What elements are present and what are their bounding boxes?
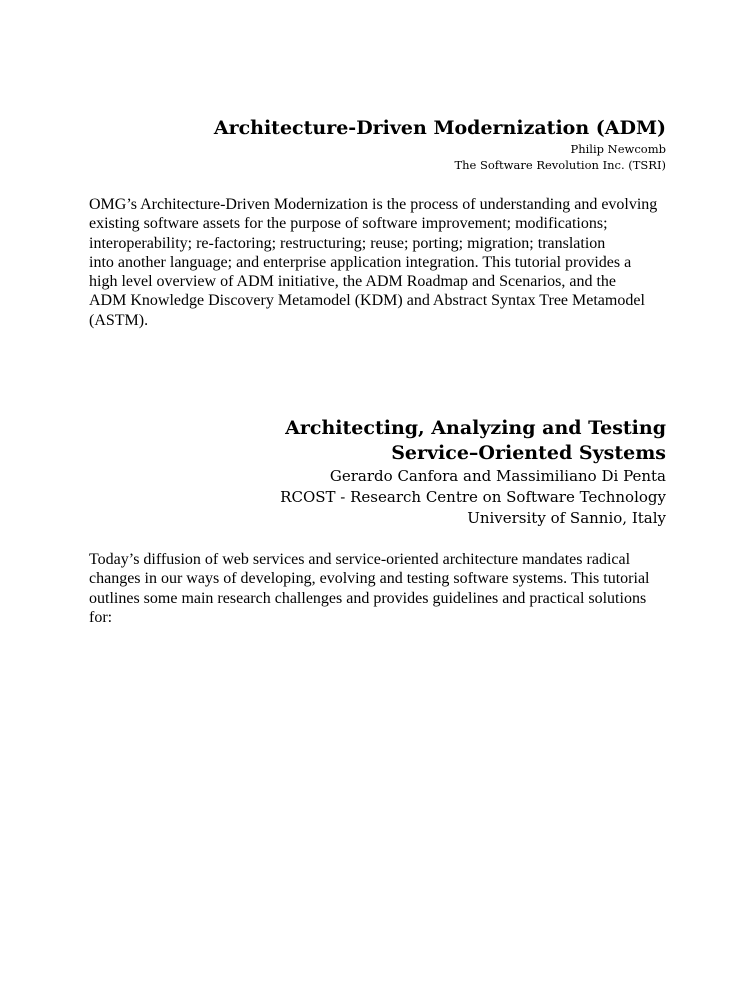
abstract-line: (ASTM). — [89, 311, 149, 329]
abstract-line: interoperability; re-factoring; restructuring; reuse; porting; migration; translation — [89, 234, 606, 252]
abstract-line: OMG’s Architecture-Driven Modernization is the process of understanding and evolving — [89, 196, 658, 213]
section-title: Architecture-Driven Modernization (ADM) — [213, 117, 666, 139]
abstract-line: ADM Knowledge Discovery Metamodel (KDM) and Abstract Syntax Tree Metamodel — [89, 292, 645, 310]
title-line: Architecting, Analyzing and Testing — [285, 417, 666, 439]
abstract-line: high level overview of ADM initiative, the ADM Roadmap and Scenarios, and the — [89, 273, 616, 291]
author-affiliation: University of Sannio, Italy — [467, 509, 666, 527]
tutorial-section-adm — [89, 116, 666, 330]
title-line: Service–Oriented Systems — [391, 442, 666, 464]
abstract-paragraph — [89, 550, 666, 627]
abstract-paragraph — [89, 195, 666, 330]
author-affiliation: The Software Revolution Inc. (TSRI) — [454, 158, 666, 172]
abstract-line: outlines some main research challenges and provides guidelines and practical solutions — [89, 589, 647, 607]
abstract-line: into another language; and enterprise application integration. This tutorial provides a — [89, 253, 632, 271]
tutorial-section-soa — [89, 416, 666, 627]
abstract-line: for: — [89, 608, 113, 626]
abstract-line: changes in our ways of developing, evolving and testing software systems. This tutorial — [89, 570, 650, 588]
abstract-line: existing software assets for the purpose of software improvement; modifications; — [89, 215, 608, 233]
abstract-line: Today’s diffusion of web services and service-oriented architecture mandates radical — [89, 551, 631, 568]
section-title — [89, 416, 666, 466]
author-name: Philip Newcomb — [570, 142, 666, 156]
author-affiliation: RCOST - Research Centre on Software Technology — [280, 488, 666, 506]
author-names: Gerardo Canfora and Massimiliano Di Penta — [329, 467, 666, 485]
